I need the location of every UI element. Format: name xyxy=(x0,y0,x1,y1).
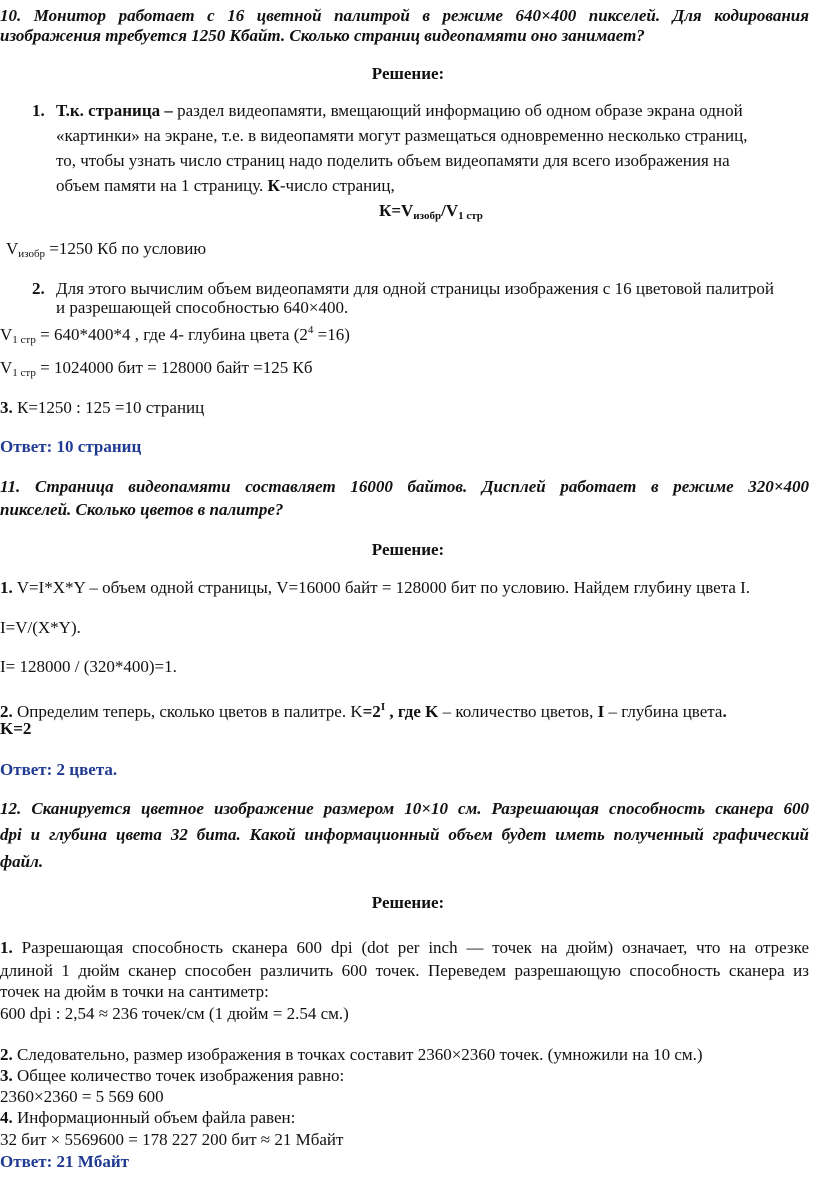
p11-step-2: 2. Определим теперь, сколько цветов в палитре. $K=2^I$ , где K – количество цветов, I – глубина цвета. xyxy=(0,701,727,721)
v-izobr-line: $V_{изобр} =1250$ Кб по условию xyxy=(6,239,207,260)
p11-eq1: I=V/(X*Y). xyxy=(0,618,81,637)
step-2-line2: и разрешающей способностью 640×400. xyxy=(56,298,349,317)
answer-12: Ответ: 21 Мбайт xyxy=(0,1152,130,1171)
step-1-line2: «картинки» на экране, т.е. в видеопамяти могут размещаться одновременно несколько страниц, xyxy=(56,126,748,145)
solution-heading: Решение: xyxy=(371,64,445,83)
problem-11-question-line2: пикселей. Сколько цветов в палитре? xyxy=(0,500,284,519)
p12-step-2: 2. Следовательно, размер изображения в точках составит 2360×2360 точек. (умножили на 10 см.) xyxy=(0,1045,703,1064)
p11-k-result: K=2 xyxy=(0,719,32,738)
step-number: 2. xyxy=(32,279,45,298)
problem-10-question-line2: изображения требуется 1250 Кбайт. Сколько страниц видеопамяти оно занимает? xyxy=(0,26,645,45)
formula-k: $К=V_{изобр}/V_{1 стр}$ xyxy=(379,201,483,222)
v1-result: $V_{1 стр} = 1024000$ бит = 128000 байт =125 Кб xyxy=(0,358,313,379)
p12-step-1-line4: 600 dpi : 2,54 ≈ 236 точек/см (1 дюйм = 2.54 см.) xyxy=(0,1004,349,1023)
solution-heading: Решение: xyxy=(371,893,445,912)
p11-eq2: I= 128000 / (320*400)=1. xyxy=(0,657,177,676)
v1-formula: $V_{1 стр} = 640*400*4$ , где 4- глубина цвета $(2^4 =16)$ xyxy=(0,324,350,346)
solution-heading: Решение: xyxy=(371,540,445,559)
problem-12-question-line3: файл. xyxy=(0,852,44,871)
problem-12-question: 12. Сканируется цветное изображение размером 10×10 см. Разрешающая способность сканера 600 dpi и глубина цвета 32 бита. Какой информационный объем будет иметь полученный графический xyxy=(0,799,809,844)
answer-10: Ответ: 10 страниц xyxy=(0,437,142,456)
p12-step-3: 3. Общее количество точек изображения равно: xyxy=(0,1066,345,1085)
p11-step-1: 1. V=I*X*Y – объем одной страницы, V=16000 байт = 128000 бит по условию. Найдем глубину цвета I. xyxy=(0,578,751,597)
answer-11: Ответ: 2 цвета. xyxy=(0,760,118,779)
problem-10-question: 10. Монитор работает с 16 цветной палитрой в режиме 640×400 пикселей. Для кодирования xyxy=(0,6,809,25)
step-2-line1: Для этого вычислим объем видеопамяти для одной страницы изображения с 16 цветовой палитрой xyxy=(56,279,774,298)
step-1-line4: объем памяти на 1 страницу. К-число страниц, xyxy=(56,176,395,195)
p12-step-4: 4. Информационный объем файла равен: xyxy=(0,1108,296,1127)
step-1-line1: Т.к. страница – раздел видеопамяти, вмещающий информацию об одном образе экрана одной xyxy=(56,101,743,120)
step-1-line3: то, чтобы узнать число страниц надо поделить объем видеопамяти для всего изображения на xyxy=(56,151,730,170)
p12-step-4-eq: 32 бит × 5569600 = 178 227 200 бит ≈ 21 Мбайт xyxy=(0,1130,344,1149)
p12-step-1: 1. Разрешающая способность сканера 600 dpi (dot per inch — точек на дюйм) означает, что на отрезке длиной 1 дюйм сканер способен различить 600 точек. Переведем разрешающую способность сканера из xyxy=(0,938,809,980)
step-3: 3. К=1250 : 125 =10 страниц xyxy=(0,398,205,417)
p12-step-3-eq: 2360×2360 = 5 569 600 xyxy=(0,1087,164,1106)
p12-step-1-line3: точек на дюйм в точки на сантиметр: xyxy=(0,982,269,1001)
step-number: 1. xyxy=(32,101,45,120)
problem-11-question: 11. Страница видеопамяти составляет 16000 байтов. Дисплей работает в режиме 320×400 xyxy=(0,477,809,496)
